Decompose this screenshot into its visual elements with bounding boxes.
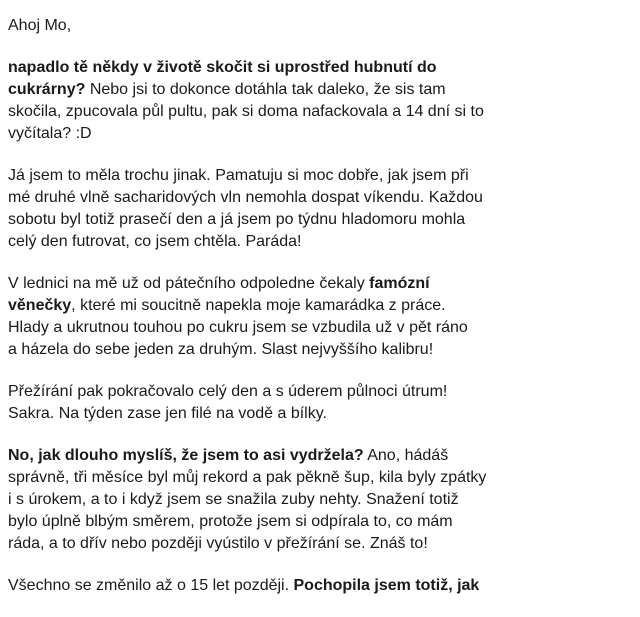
paragraph-line: ráda, a to dřív nebo později vyústilo v přežírání se. Znáš to! xyxy=(8,535,428,552)
text-run: Ano, hádáš xyxy=(363,447,449,464)
paragraph-line: bylo úplně blbým směrem, protože jsem si odpírala to, co mám xyxy=(8,513,453,530)
paragraph-line: Já jsem to měla trochu jinak. Pamatuju si moc dobře, jak jsem při xyxy=(8,167,469,184)
text-run: V lednici na mě už od pátečního odpoledne čekaly xyxy=(8,275,370,292)
email-body xyxy=(8,15,508,617)
paragraph-line xyxy=(8,575,508,597)
paragraph-line xyxy=(8,79,508,101)
paragraph-carb-waves xyxy=(8,165,508,253)
paragraph-change xyxy=(8,575,508,597)
paragraph-line: Přežírání pak pokračovalo celý den a s úderem půlnoci útrum! xyxy=(8,383,448,400)
greeting xyxy=(8,15,508,37)
paragraph-line xyxy=(8,57,508,79)
text-run: , které mi soucitně napekla moje kamarádka z práce. xyxy=(71,297,446,314)
bold-phrase: věnečky xyxy=(8,297,72,314)
text-run: Všechno se změnilo až o 15 let později. xyxy=(8,577,294,594)
text-run: Nebo jsi to dokonce dotáhla tak daleko, že sis tam xyxy=(85,81,446,98)
paragraph-line: vyčítala? :D xyxy=(8,125,92,142)
paragraph-line xyxy=(8,445,508,467)
bold-phrase: napadlo tě někdy v životě skočit si uprostřed hubnutí do xyxy=(8,59,437,76)
bold-phrase: cukrárny? xyxy=(8,81,86,98)
paragraph-line: sobotu byl totiž prasečí den a já jsem po týdnu hladomoru mohla xyxy=(8,211,466,228)
paragraph-line: celý den futrovat, co jsem chtěla. Paráda! xyxy=(8,233,302,250)
paragraph-bakery-question xyxy=(8,57,508,145)
greeting-text: Ahoj Mo, xyxy=(8,17,72,34)
paragraph-donuts xyxy=(8,273,508,361)
paragraph-overeating xyxy=(8,381,508,425)
paragraph-line: skočila, zpucovala půl pultu, pak si doma nafackovala a 14 dní si to xyxy=(8,103,484,120)
bold-phrase: No, jak dlouho myslíš, že jsem to asi vydržela? xyxy=(8,447,364,464)
paragraph-how-long xyxy=(8,445,508,555)
paragraph-line: i s úrokem, a to i když jsem se snažila zuby nehty. Snažení totiž xyxy=(8,491,459,508)
paragraph-line xyxy=(8,273,508,295)
paragraph-line: správně, tři měsíce byl můj rekord a pak pěkně šup, kila byly zpátky xyxy=(8,469,487,486)
paragraph-line xyxy=(8,295,508,317)
paragraph-line: Sakra. Na týden zase jen filé na vodě a bílky. xyxy=(8,405,327,422)
bold-phrase: famózní xyxy=(369,275,430,292)
paragraph-line: a házela do sebe jeden za druhým. Slast nejvyššího kalibru! xyxy=(8,341,434,358)
bold-phrase: Pochopila jsem totiž, jak xyxy=(293,577,480,594)
paragraph-line: Hlady a ukrutnou touhou po cukru jsem se vzbudila už v pět ráno xyxy=(8,319,468,336)
paragraph-line: mé druhé vlně sacharidových vln nemohla dospat víkendu. Každou xyxy=(8,189,483,206)
